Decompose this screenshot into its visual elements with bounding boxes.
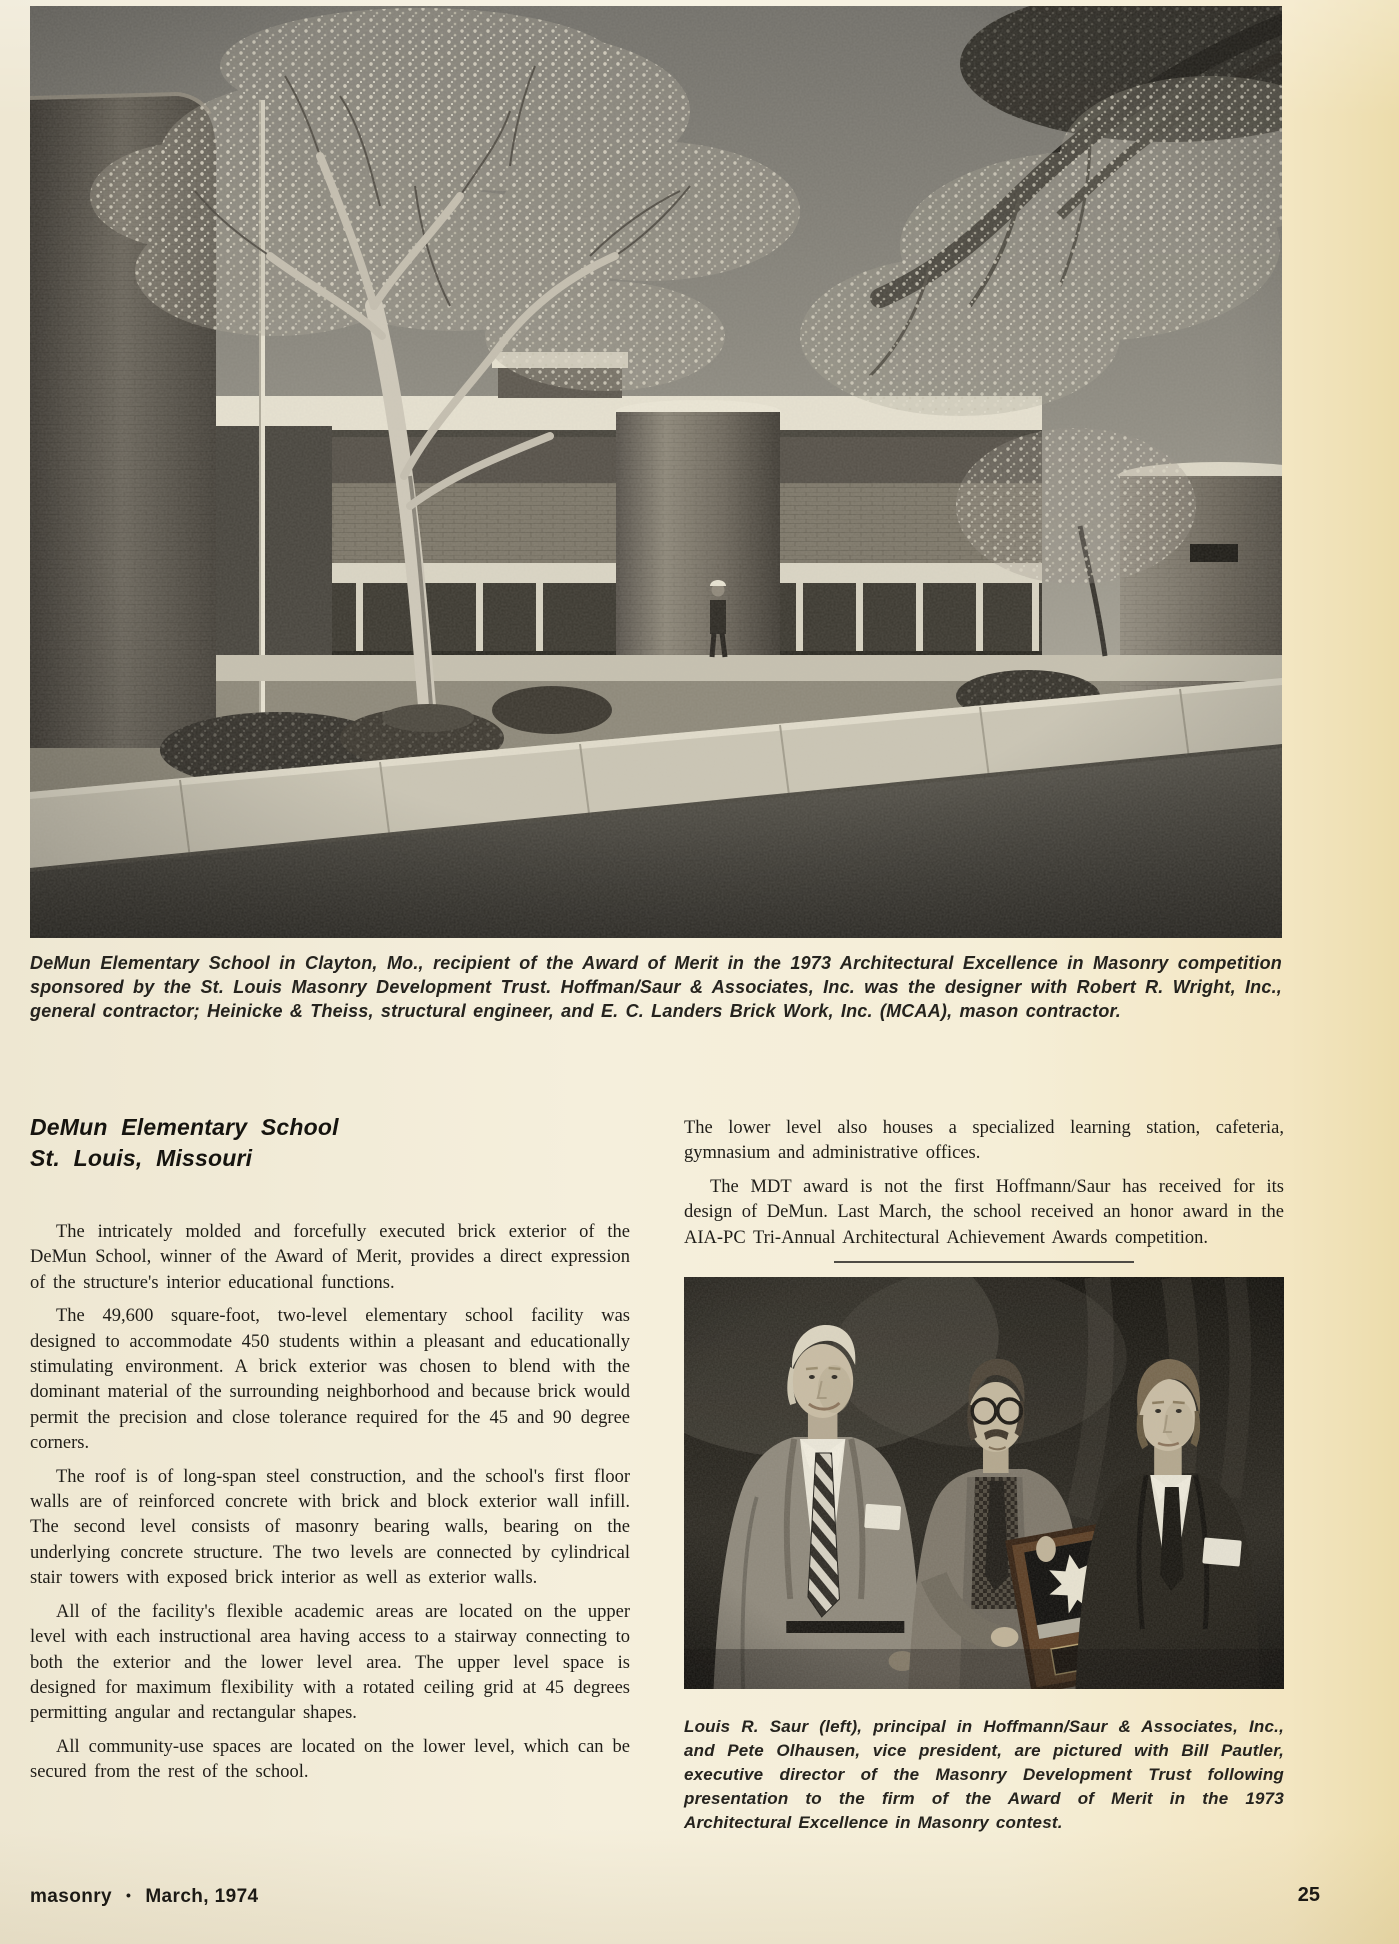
article-title-line1: DeMun Elementary School: [30, 1114, 339, 1140]
main-photo-caption: DeMun Elementary School in Clayton, Mo., recipient of the Award of Merit in the 1973 Architectural Excellence in Masonry competition sponsored by the St. Louis Masonry Development Trust. Hoffman/Saur & Associates, Inc. was the designer with Robert R. Wright, Inc., general contractor; Heinicke & Theiss, structural engineer, and E. C. Landers Brick Work, Inc. (MCAA), mason contractor.: [30, 953, 1282, 1021]
right-column: [684, 1116, 1284, 1835]
award-presentation-illustration: [684, 1277, 1284, 1689]
footer-bullet: •: [126, 1887, 132, 1903]
magazine-name: masonry: [30, 1886, 113, 1907]
article-title-line2: St. Louis, Missouri: [30, 1145, 253, 1171]
article-paragraph: The roof is of long-span steel construction, and the school's first floor walls are of reinforced concrete with brick and block exterior wall infill. The second level consists of masonry bearing walls, bearing on the underlying concrete structure. The two levels are connected by cylindrical stair towers with exposed brick interior as well as exterior walls.: [30, 1466, 630, 1589]
page-number: 25: [1297, 1884, 1320, 1906]
film-grain: [30, 6, 1282, 938]
school-exterior-photo: [30, 6, 1282, 938]
issue-date: March, 1974: [145, 1886, 259, 1907]
article-paragraph: The lower level also houses a specialized learning station, cafeteria, gymnasium and administrative offices.: [684, 1118, 1284, 1164]
award-photo-caption: Louis R. Saur (left), principal in Hoffmann/Saur & Associates, Inc., and Pete Olhausen, vice president, are pictured with Bill Pautler, executive director of the Masonry Development Trust following presentation to the firm of the Award of Merit in the 1973 Architectural Excellence in Masonry contest.: [684, 1717, 1284, 1833]
article-title: [30, 1112, 630, 1174]
footer: [30, 1886, 259, 1908]
divider-rule: [834, 1261, 1134, 1263]
article-paragraph: The MDT award is not the first Hoffmann/Saur has received for its design of DeMun. Last March, the school received an honor award in the AIA-PC Tri-Annual Architectural Achievement Awards competition.: [684, 1176, 1284, 1248]
left-column: [30, 1112, 630, 1794]
article-paragraph: The 49,600 square-foot, two-level elementary school facility was designed to accommodate 450 students within a pleasant and educationally stimulating environment. A brick exterior was chosen to blend with the dominant material of the surrounding neighborhood and because brick would permit the precision and close tolerance required for the 45 and 90 degree corners.: [30, 1306, 630, 1454]
film-grain: [684, 1277, 1284, 1689]
award-presentation-photo: [684, 1277, 1284, 1689]
article-paragraph: All of the facility's flexible academic areas are located on the upper level with each instructional area having access to a stairway connecting to both the exterior and the lower level area. The upper level space is designed for maximum flexibility with a rotated ceiling grid at 45 degrees permitting angular and rectangular shapes.: [30, 1601, 630, 1724]
article-paragraph: The intricately molded and forcefully executed brick exterior of the DeMun School, winner of the Award of Merit, provides a direct expression of the structure's interior educational functions.: [30, 1222, 630, 1293]
article-paragraph: All community-use spaces are located on the lower level, which can be secured from the rest of the school.: [30, 1736, 630, 1783]
school-exterior-illustration: [30, 6, 1282, 938]
